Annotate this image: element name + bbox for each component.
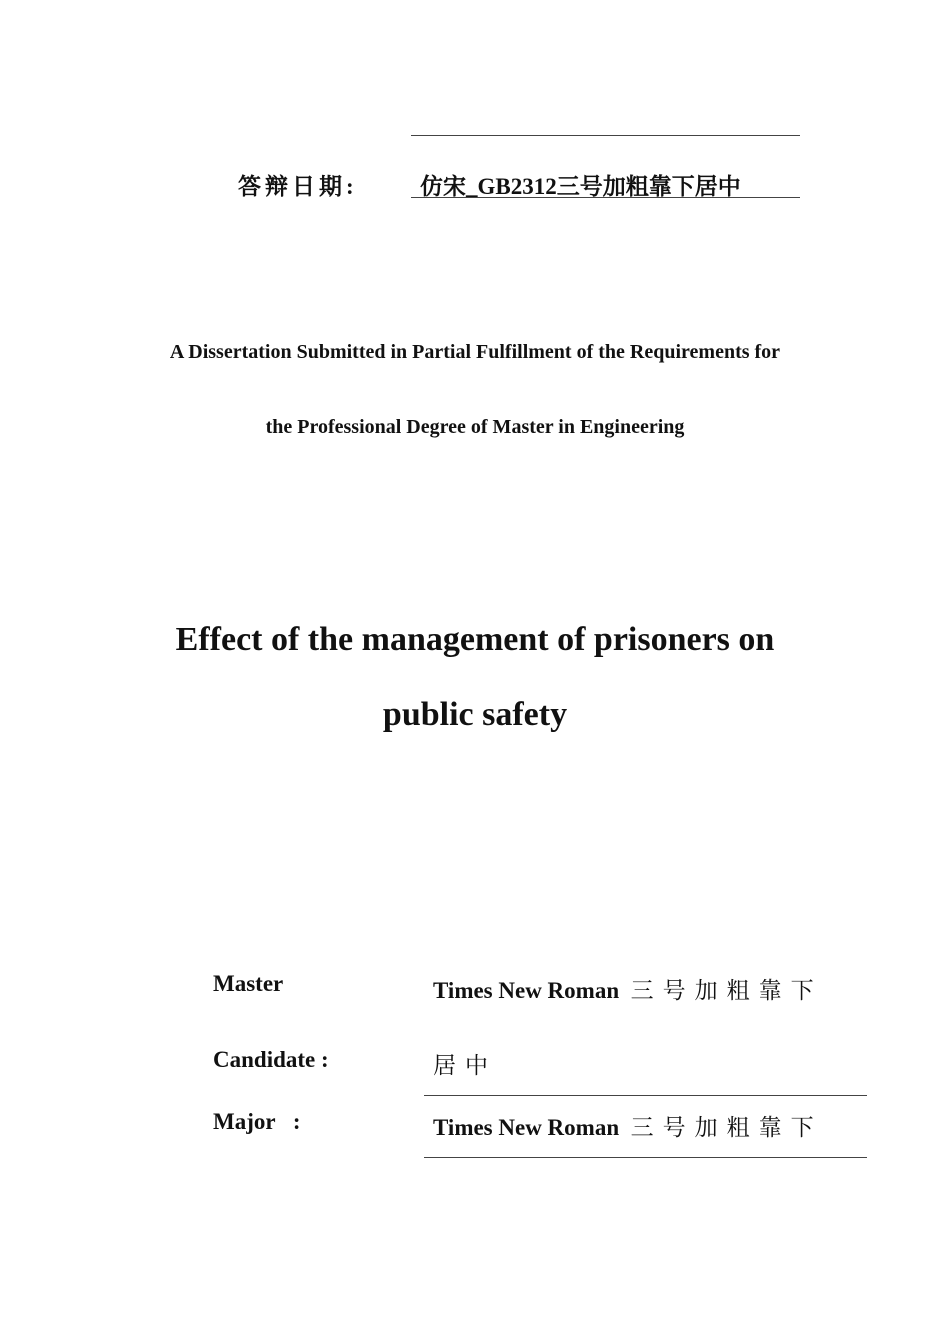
major-value-latin: Times New Roman [433,1115,620,1140]
candidate-value-cjk2: 居中 [433,1053,497,1078]
major-value-cjk: 三号加粗靠下 [630,1115,823,1140]
defense-date-label: 答辩日期: [238,174,358,199]
defense-underline [411,197,800,198]
major-underline [424,1157,867,1158]
candidate-value-line1 [433,972,823,1005]
thesis-title-line1: Effect of the management of prisoners on [175,621,775,658]
dissertation-statement-line2: the Professional Degree of Master in Engineering [265,416,685,438]
major-label: Major : [213,1109,301,1134]
candidate-underline [424,1095,867,1096]
candidate-value-line2 [433,1047,497,1080]
thesis-title-line2: public safety [382,696,568,733]
defense-top-rule [411,135,800,136]
candidate-value-cjk: 三号加粗靠下 [630,978,823,1003]
major-value [433,1109,823,1142]
candidate-label: Candidate : [213,1047,329,1072]
candidate-value-latin: Times New Roman [433,978,620,1003]
master-label: Master [213,971,284,996]
defense-date-value: 仿宋_GB2312三号加粗靠下居中 [420,174,741,199]
dissertation-statement-line1: A Dissertation Submitted in Partial Fulfillment of the Requirements for [169,341,781,363]
